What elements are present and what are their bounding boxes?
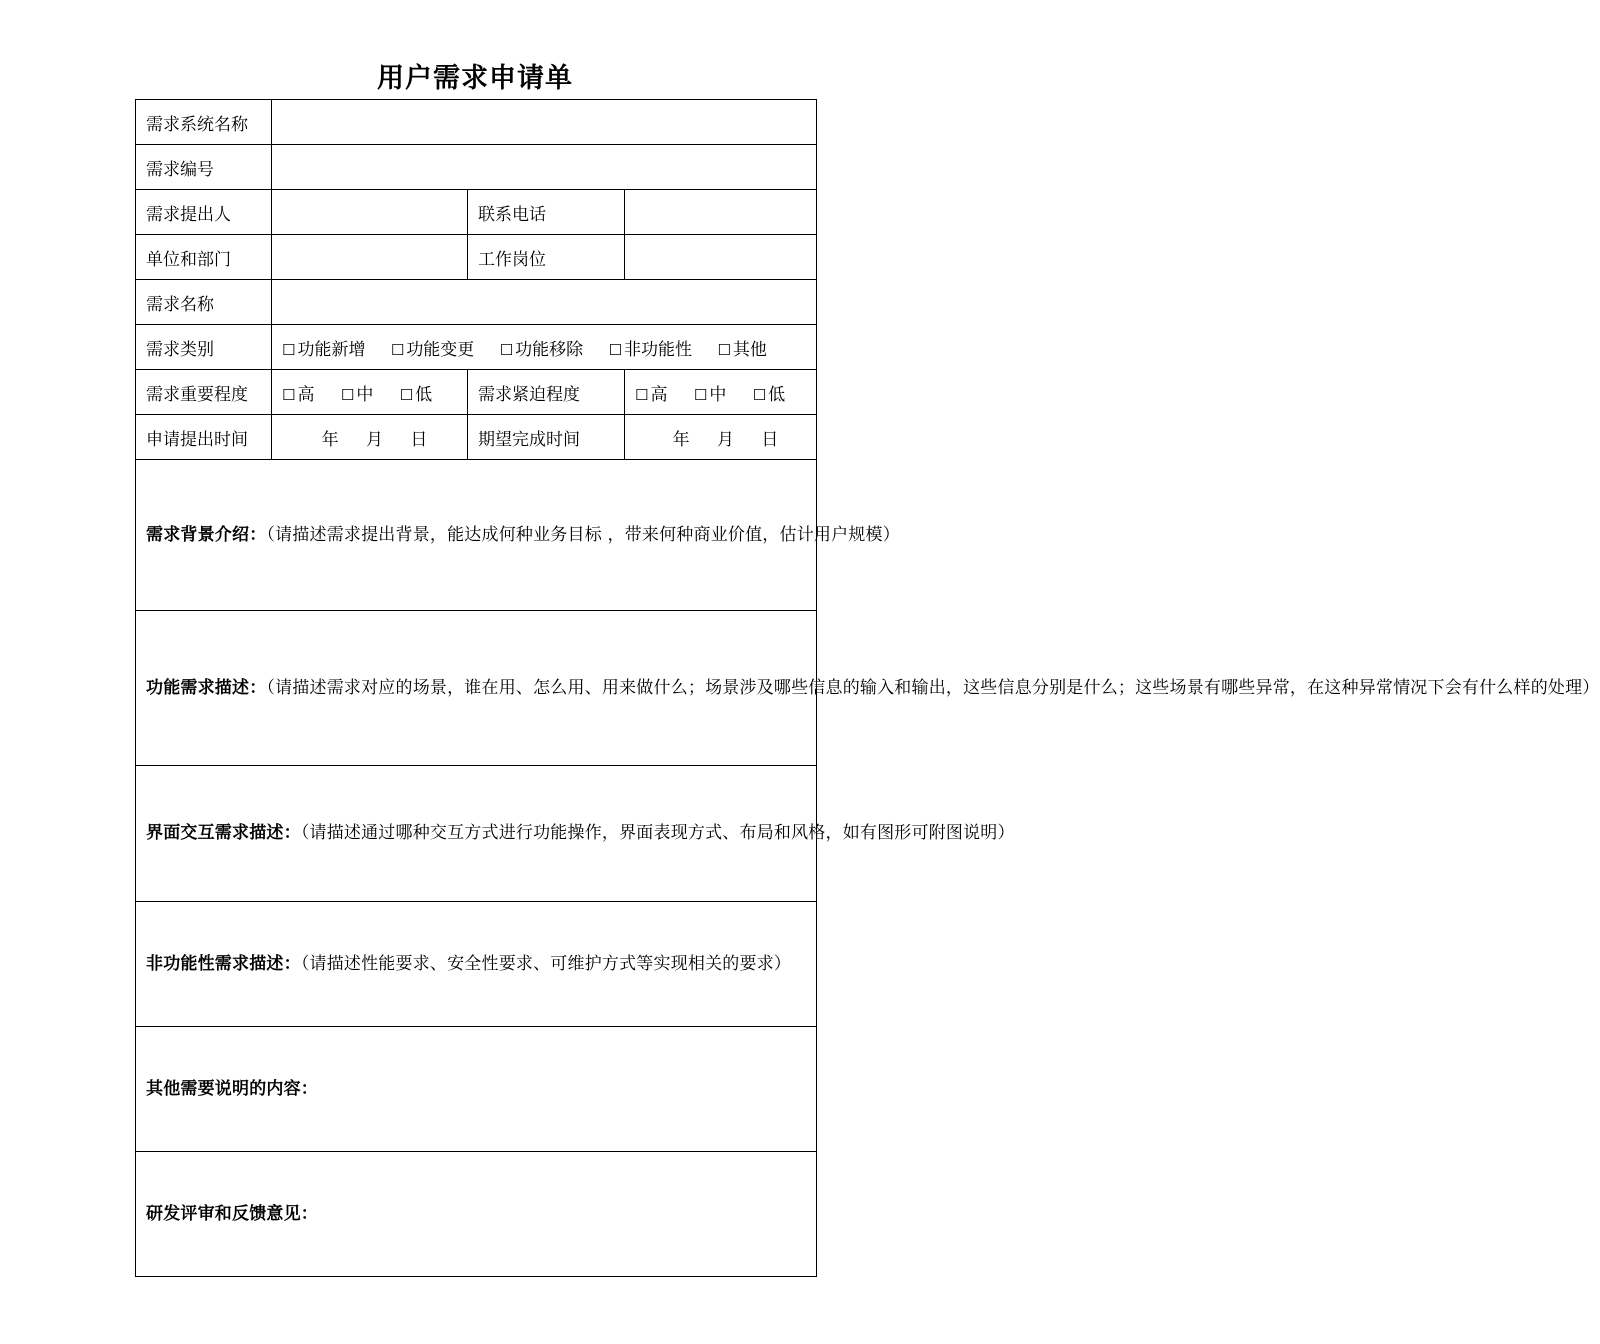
row-nonfunctional <box>136 902 817 1027</box>
urgency-option-high[interactable]: ☐ 高 <box>635 384 668 405</box>
row-background <box>136 460 817 611</box>
field-phone[interactable] <box>625 190 817 235</box>
section-label: 研发评审和反馈意见： <box>146 1203 318 1224</box>
label-position: 工作岗位 <box>468 235 625 280</box>
checkbox-icon: ☐ <box>635 385 649 404</box>
importance-option-medium[interactable]: ☐ 中 <box>340 384 374 405</box>
field-expect-date[interactable] <box>625 415 817 460</box>
urgency-option-medium[interactable]: ☐ 中 <box>693 384 727 405</box>
checkbox-icon: ☐ <box>399 385 414 404</box>
checkbox-icon: ☐ <box>752 385 767 404</box>
row-category <box>136 325 817 370</box>
label-proposer: 需求提出人 <box>136 190 272 235</box>
checkbox-icon: ☐ <box>390 340 405 359</box>
category-option-remove[interactable]: ☐ 功能移除 <box>499 339 584 360</box>
checkbox-icon: ☐ <box>340 385 355 404</box>
label-importance: 需求重要程度 <box>136 370 272 415</box>
section-nonfunctional[interactable] <box>136 902 817 1027</box>
checkbox-icon: ☐ <box>282 340 296 359</box>
category-option-new[interactable]: ☐ 功能新增 <box>282 339 366 360</box>
urgency-options <box>625 370 817 415</box>
row-ui-interaction <box>136 766 817 902</box>
row-functional <box>136 611 817 766</box>
checkbox-icon: ☐ <box>282 385 296 404</box>
label-category: 需求类别 <box>136 325 272 370</box>
field-system-name[interactable] <box>272 100 817 145</box>
section-label: 需求背景介绍： <box>146 524 267 545</box>
field-proposer[interactable] <box>272 190 468 235</box>
field-req-name[interactable] <box>272 280 817 325</box>
section-functional[interactable] <box>136 611 1600 766</box>
importance-options <box>272 370 468 415</box>
label-apply-time: 申请提出时间 <box>136 415 272 460</box>
label-phone: 联系电话 <box>468 190 625 235</box>
label-system-name: 需求系统名称 <box>136 100 272 145</box>
form-title: 用户需求申请单 <box>377 63 573 94</box>
category-option-nonfunctional[interactable]: ☐ 非功能性 <box>608 339 693 360</box>
date-day-label: 日 <box>410 429 428 450</box>
row-dates <box>136 415 817 460</box>
label-expect-time: 期望完成时间 <box>468 415 625 460</box>
section-other[interactable] <box>136 1027 817 1152</box>
category-option-other[interactable]: ☐ 其他 <box>717 339 767 360</box>
label-req-name: 需求名称 <box>136 280 272 325</box>
section-background[interactable] <box>136 460 900 611</box>
checkbox-icon: ☐ <box>499 340 514 359</box>
row-req-no <box>136 145 817 190</box>
row-req-name <box>136 280 817 325</box>
row-other <box>136 1027 817 1152</box>
section-label: 功能需求描述： <box>146 677 267 698</box>
label-urgency: 需求紧迫程度 <box>468 370 625 415</box>
field-req-no[interactable] <box>272 145 817 190</box>
row-dept <box>136 235 817 280</box>
field-position[interactable] <box>625 235 817 280</box>
section-review[interactable] <box>136 1152 817 1277</box>
date-month-label: 月 <box>717 429 735 450</box>
urgency-option-low[interactable]: ☐ 低 <box>752 384 786 405</box>
category-options <box>272 325 817 370</box>
field-apply-date[interactable] <box>272 415 468 460</box>
importance-option-high[interactable]: ☐ 高 <box>282 384 315 405</box>
section-ui-interaction[interactable] <box>136 766 1015 902</box>
section-label: 界面交互需求描述： <box>146 823 301 843</box>
section-hint: （请描述需求提出背景，能达成何种业务目标 ，带来何种商业价值，估计用户规模） <box>266 524 900 545</box>
row-system-name <box>136 100 817 145</box>
section-label: 其他需要说明的内容： <box>146 1078 318 1099</box>
importance-option-low[interactable]: ☐ 低 <box>399 384 433 405</box>
section-hint: （请描述需求对应的场景，谁在用、怎么用、用来做什么；场景涉及哪些信息的输入和输出，这些信息分别是什么；这些场景有哪些异常，在这种异常情况下会有什么样的处理） <box>266 677 1600 698</box>
date-year-label: 年 <box>321 429 339 450</box>
date-day-label: 日 <box>761 429 779 450</box>
checkbox-icon: ☐ <box>608 340 623 359</box>
category-option-change[interactable]: ☐ 功能变更 <box>390 339 475 360</box>
row-priority <box>136 370 817 415</box>
section-hint: （请描述性能要求、安全性要求、可维护方式等实现相关的要求） <box>300 953 792 974</box>
row-proposer <box>136 190 817 235</box>
checkbox-icon: ☐ <box>717 340 731 359</box>
label-dept: 单位和部门 <box>136 235 272 280</box>
date-month-label: 月 <box>366 429 383 450</box>
row-review <box>136 1152 817 1277</box>
label-req-no: 需求编号 <box>136 145 272 190</box>
checkbox-icon: ☐ <box>693 385 708 404</box>
field-dept[interactable] <box>272 235 468 280</box>
section-label: 非功能性需求描述： <box>146 953 301 974</box>
section-hint: （请描述通过哪种交互方式进行功能操作，界面表现方式、布局和风格，如有图形可附图说明） <box>300 823 1015 843</box>
requirement-form-table <box>135 99 1600 1277</box>
date-year-label: 年 <box>672 429 690 450</box>
